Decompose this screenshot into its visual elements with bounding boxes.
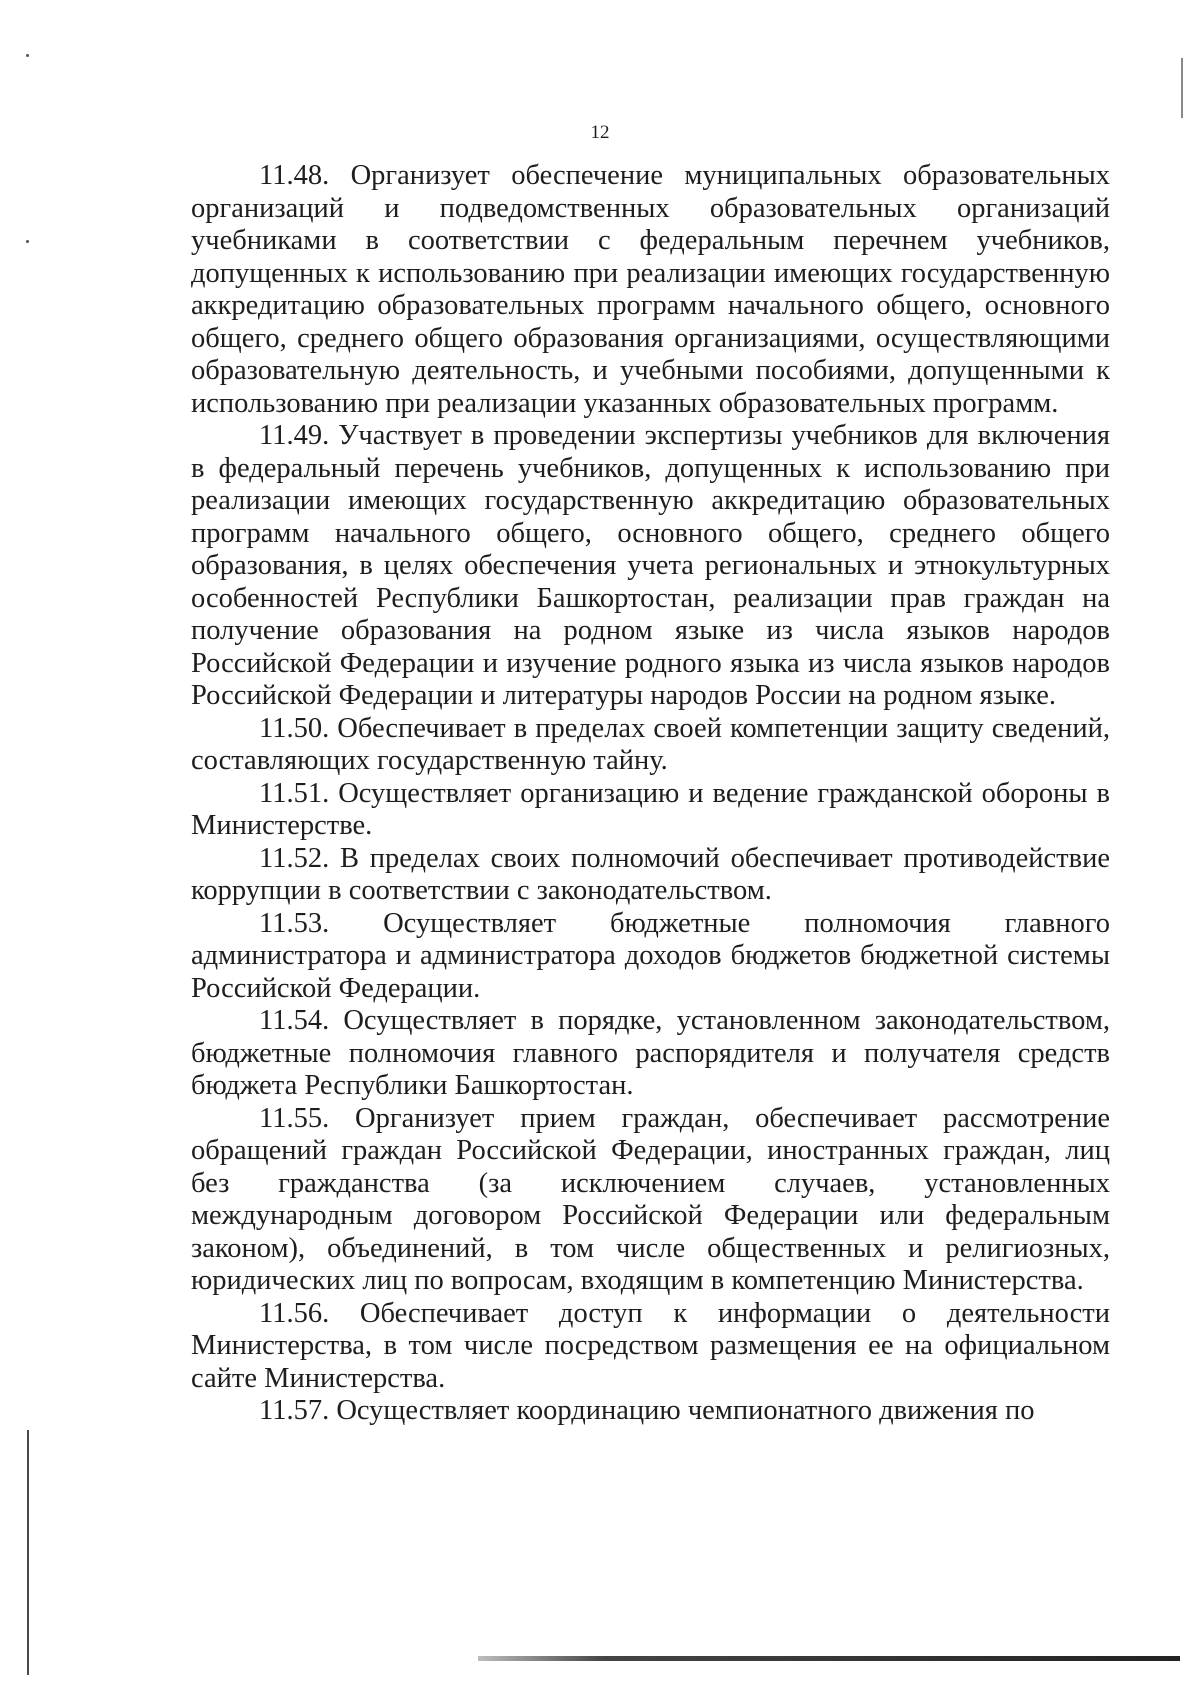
clause-11-55: 11.55. Организует прием граждан, обеспечивает рассмотрение обращений граждан Российской Федерации, иностранных граждан, лиц без гражданства (за исключением случаев, установленных международным договором Российской Федерации или федеральным законом), объединений, в том числе общественных и религиозных, юридических лиц по вопросам, входящим в компетенцию Министерства. (191, 1102, 1110, 1296)
scan-speck (26, 54, 29, 57)
scan-edge-left (27, 1430, 29, 1675)
page-number: 12 (590, 122, 610, 143)
clause-11-52: 11.52. В пределах своих полномочий обеспечивает противодействие коррупции в соответствии с законодательством. (191, 842, 1110, 906)
clause-11-50: 11.50. Обеспечивает в пределах своей компетенции защиту сведений, составляющих государственную тайну. (191, 712, 1110, 776)
scan-speck (26, 240, 29, 243)
clause-11-54: 11.54. Осуществляет в порядке, установленном законодательством, бюджетные полномочия главного распорядителя и получателя средств бюджета Республики Башкортостан. (191, 1005, 1110, 1101)
clause-11-51: 11.51. Осуществляет организацию и ведение гражданской обороны в Министерстве. (191, 777, 1110, 841)
clause-11-48: 11.48. Организует обеспечение муниципальных образовательных организаций и подведомственных образовательных организаций учебниками в соответствии с федеральным перечнем учебников, допущенных к использованию при реализации имеющих государственную аккредитацию образовательных программ начального общего, основного общего, среднего общего образования организациями, осуществляющими образовательную деятельность, и учебными пособиями, допущенными к использованию при реализации указанных образовательных программ. (191, 160, 1110, 419)
scan-edge-bottom (478, 1656, 1180, 1661)
scan-edge-right (1181, 58, 1183, 118)
clause-11-57: 11.57. Осуществляет координацию чемпионатного движения по (259, 1395, 1035, 1426)
clause-11-53: 11.53. Осуществляет бюджетные полномочия главного администратора и администратора доходов бюджетов бюджетной системы Российской Федерации. (191, 907, 1110, 1004)
clause-11-56: 11.56. Обеспечивает доступ к информации о деятельности Министерства, в том числе посредством размещения ее на официальном сайте Министерства. (191, 1297, 1110, 1394)
clause-11-49: 11.49. Участвует в проведении экспертизы учебников для включения в федеральный перечень учебников, допущенных к использованию при реализации имеющих государственную аккредитацию образовательных программ начального общего, основного общего, среднего общего образования, в целях обеспечения учета региональных и этнокультурных особенностей Республики Башкортостан, реализации прав граждан на получение образования на родном языке из числа языков народов Российской Федерации и изучение родного языка из числа языков народов Российской Федерации и литературы народов России на родном языке. (191, 420, 1110, 711)
document-body (191, 160, 1110, 1428)
